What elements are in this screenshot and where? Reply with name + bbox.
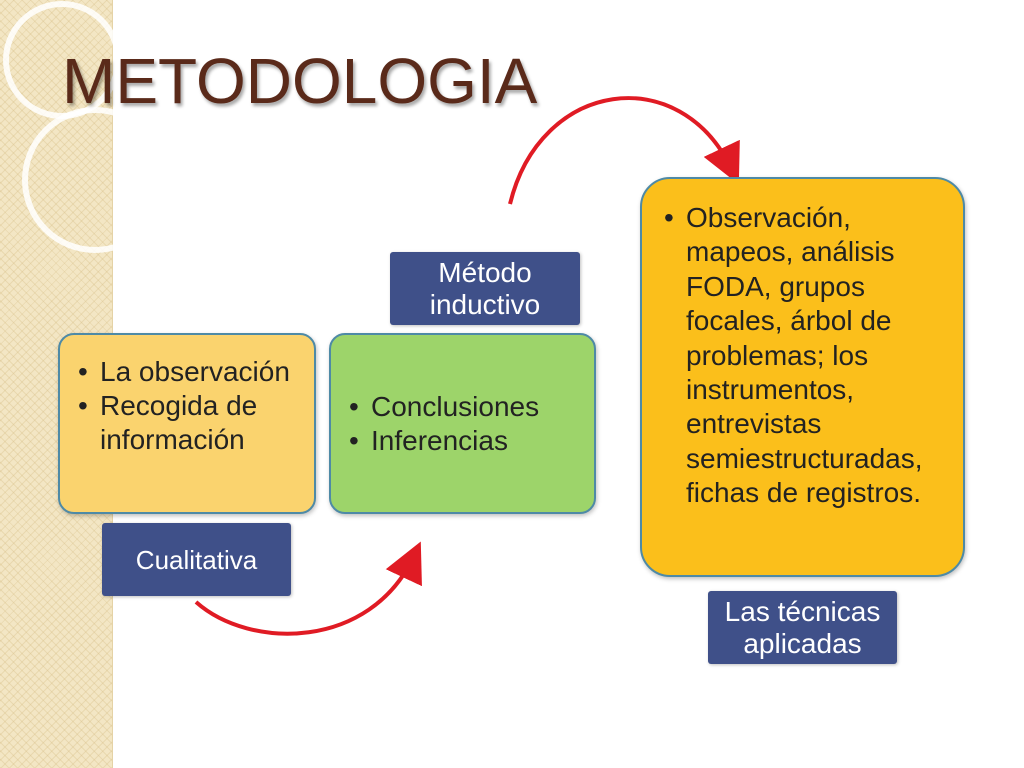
list-item: • Conclusiones [345,390,539,424]
label-cualitativa: Cualitativa [102,523,291,596]
slide-title: METODOLOGIA [62,45,538,117]
list-item: • Recogida de información [74,389,300,457]
cualitativa-list [74,355,300,457]
list-item: • Observación, mapeos, análisis FODA, grupos focales, árbol de problemas; los instrumentos, entrevistas semiestructuradas, fichas de registros. [660,201,947,511]
box-cualitativa [58,333,316,514]
inductivo-list [345,390,539,458]
list-item: • La observación [74,355,300,389]
box-tecnicas [640,177,965,577]
list-item: • Inferencias [345,424,539,458]
label-metodo-inductivo: Método inductivo [390,252,580,325]
tecnicas-list [660,201,947,511]
box-metodo-inductivo [329,333,596,514]
label-tecnicas-aplicadas: Las técnicas aplicadas [708,591,897,664]
